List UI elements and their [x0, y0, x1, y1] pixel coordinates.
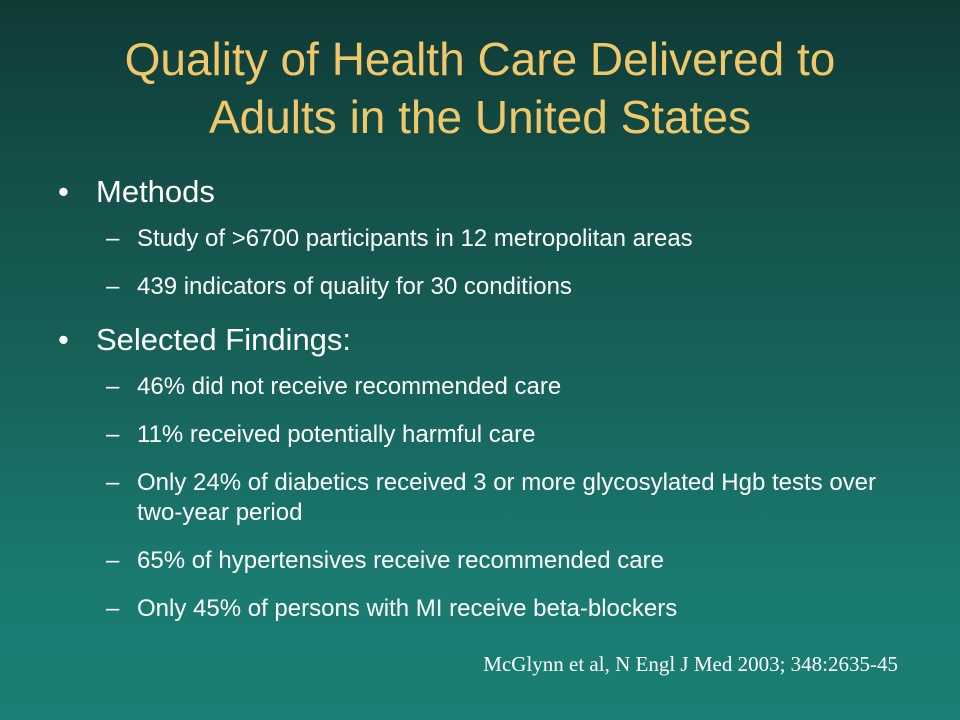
list-item [106, 224, 918, 254]
list-item-text: Only 24% of diabetics received 3 or more glycosylated Hgb tests over two-year period [137, 469, 877, 526]
dash-icon: – [106, 225, 120, 252]
list-item [106, 420, 918, 450]
list-item-text: 11% received potentially harmful care [137, 421, 536, 448]
list-item-text: 65% of hypertensives receive recommended care [137, 547, 664, 574]
slide-title-line-1: Quality of Health Care Delivered to [124, 33, 836, 85]
slide-title [40, 30, 920, 146]
bullet-icon: • [58, 322, 69, 357]
list-item [106, 468, 918, 528]
dash-icon: – [106, 273, 120, 300]
dash-icon: – [106, 421, 120, 448]
dash-icon: – [106, 373, 120, 400]
slide-title-line-2: Adults in the United States [208, 91, 752, 143]
bullet-list [58, 172, 918, 642]
dash-icon: – [106, 595, 120, 622]
bullet-icon: • [58, 174, 69, 209]
list-item-text: Study of >6700 participants in 12 metropolitan areas [137, 225, 693, 252]
list-item-text: Only 45% of persons with MI receive beta-blockers [137, 595, 678, 622]
section-methods [58, 172, 918, 212]
section-heading-findings: Selected Findings: [96, 322, 352, 357]
citation: McGlynn et al, N Engl J Med 2003; 348:2635-45 [483, 652, 898, 676]
list-item-text: 439 indicators of quality for 30 conditions [137, 273, 572, 300]
dash-icon: – [106, 469, 120, 496]
dash-icon: – [106, 547, 120, 574]
list-item-text: 46% did not receive recommended care [137, 373, 562, 400]
list-item [106, 372, 918, 402]
list-item [106, 546, 918, 576]
list-item [106, 272, 918, 302]
list-item [106, 594, 918, 624]
section-heading-methods: Methods [96, 174, 215, 209]
section-selected-findings [58, 320, 918, 360]
